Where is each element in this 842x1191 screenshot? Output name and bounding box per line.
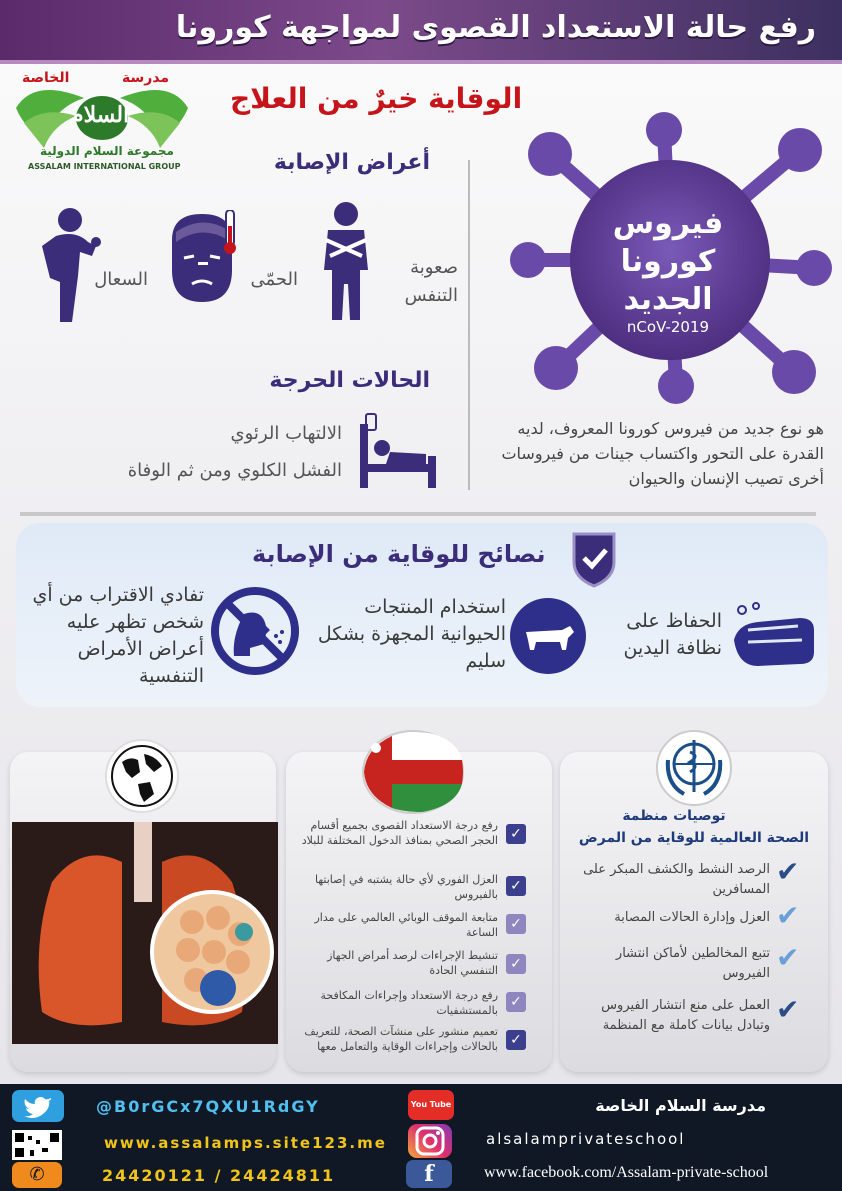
globe-icon <box>104 738 180 814</box>
shield-check-icon <box>570 530 618 588</box>
logo-group-ar: مجموعة السلام الدولية <box>40 144 174 158</box>
qr-code-icon <box>12 1130 62 1160</box>
critical-item-pneumonia: الالتهاب الرئوي <box>230 423 342 444</box>
twitter-handle[interactable]: @B0rGCx7QXU1RdGY <box>96 1097 320 1116</box>
who-emblem-icon <box>654 730 734 806</box>
twitter-icon[interactable] <box>12 1090 64 1122</box>
youtube-icon[interactable]: You Tube <box>408 1090 454 1120</box>
critical-item-kidney-failure: الفشل الكلوي ومن ثم الوفاة <box>127 460 342 481</box>
measure-item-3: متابعة الموقف الوبائي العالمي على مدار الساعة <box>314 911 498 939</box>
symptom-label-fever: الحمّى <box>250 269 298 290</box>
who-title-line1: توصيات منظمة <box>622 808 726 824</box>
logo-private-word: الخاصة <box>22 70 70 86</box>
prevention-text-hands: الحفاظ على نظافة اليدين <box>623 610 722 659</box>
school-logo <box>4 68 200 178</box>
section-separator <box>20 512 816 516</box>
breathing-difficulty-icon <box>316 200 376 322</box>
no-sneezing-icon <box>210 586 300 676</box>
measure-item-5: رفع درجة الاستعداد وإجراءات المكافحة بالمستشفيات <box>320 989 498 1017</box>
header-banner <box>0 0 842 64</box>
measure-check-icon: ✓ <box>506 1030 526 1050</box>
prevention-text-avoid-contact: تفادي الاقتراب من أي شخص تظهر عليه أعراض الأمراض التنفسية <box>32 584 204 687</box>
who-check-icon: ✔ <box>776 899 800 932</box>
virus-code: nCoV-2019 <box>626 318 710 336</box>
symptoms-title: أعراض الإصابة <box>273 150 430 175</box>
school-name-footer: مدرسة السلام الخاصة <box>595 1096 766 1115</box>
measure-check-icon: ✓ <box>506 992 526 1012</box>
measure-check-icon: ✓ <box>506 876 526 896</box>
virus-title: فيروس كورونا الجديد <box>612 206 724 317</box>
column-divider <box>468 160 470 490</box>
logo-group-en: ASSALAM INTERNATIONAL GROUP <box>28 162 181 171</box>
prevention-text-animal-products: استخدام المنتجات الحيوانية المجهزة بشكل سليم <box>317 596 506 672</box>
cough-icon <box>36 206 106 324</box>
cow-icon <box>510 598 586 674</box>
phone-icon: ✆ <box>12 1162 62 1188</box>
instagram-icon[interactable] <box>408 1124 452 1158</box>
measure-item-2: العزل الفوري لأي حالة يشتبه في إصابتها بالفيروس <box>314 873 498 901</box>
who-check-icon: ✔ <box>776 855 800 888</box>
logo-name: السلام <box>70 102 130 128</box>
website-link[interactable]: www.assalamps.site123.me <box>104 1134 387 1152</box>
who-item-2: العزل وإدارة الحالات المصابة <box>614 910 770 925</box>
hand-washing-icon <box>728 600 818 670</box>
who-title-line2: الصحة العالمية للوقاية من المرض <box>578 830 810 846</box>
measure-check-icon: ✓ <box>506 954 526 974</box>
slogan: الوقاية خيرٌ من العلاج <box>230 82 523 115</box>
who-item-4: العمل على منع انتشار الفيروس وتبادل بيانات كاملة مع المنظمة <box>601 998 770 1033</box>
facebook-link[interactable]: www.facebook.com/Assalam-private-school <box>484 1164 769 1181</box>
measure-check-icon: ✓ <box>506 914 526 934</box>
symptom-label-breathing: صعوبة التنفس <box>404 257 458 306</box>
instagram-handle[interactable]: alsalamprivateschool <box>486 1130 686 1148</box>
measure-item-6: تعميم منشور على منشآت الصحة، للتعريف بالحالات وإجراءات الوقاية والتعامل معها <box>304 1025 498 1053</box>
who-check-icon: ✔ <box>776 993 800 1026</box>
hospital-bed-icon <box>356 410 438 490</box>
critical-title: الحالات الحرجة <box>269 368 430 393</box>
who-item-3: تتبع المخالطين لأماكن انتشار الفيروس <box>615 946 770 981</box>
who-check-icon: ✔ <box>776 941 800 974</box>
phone-numbers: 24420121 / 24424811 <box>102 1166 336 1185</box>
measure-check-icon: ✓ <box>506 824 526 844</box>
who-item-1: الرصد النشط والكشف المبكر على المسافرين <box>583 862 770 897</box>
header-title: رفع حالة الاستعداد القصوى لمواجهة كورونا <box>175 10 816 45</box>
virus-description: هو نوع جديد من فيروس كورونا المعروف، لديه القدرة على التحور واكتساب جينات من فيروسات أخرى تصيب الإنسان والحيوان <box>501 419 824 488</box>
oman-flag-icon <box>362 730 464 814</box>
logo-school-word: مدرسة <box>122 70 170 86</box>
lungs-image <box>12 822 278 1044</box>
facebook-icon[interactable]: f <box>406 1160 452 1188</box>
measure-item-4: تنشيط الإجراءات لرصد أمراض الجهاز التنفسي الحادة <box>327 949 498 977</box>
prevention-title: نصائح للوقاية من الإصابة <box>252 540 546 568</box>
symptom-label-cough: السعال <box>94 269 148 290</box>
measure-item-1: رفع درجة الاستعداد القصوى بجميع أقسام الحجر الصحي بمنافذ الدخول المختلفة للبلاد <box>301 819 498 847</box>
